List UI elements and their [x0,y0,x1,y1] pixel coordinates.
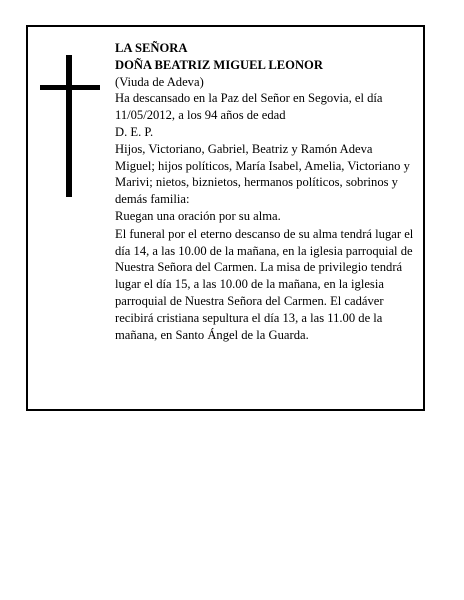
prayer-request: Ruegan una oración por su alma. [115,208,281,223]
cross-icon [40,55,100,195]
cross-horizontal-beam [40,85,100,90]
notice-text-block [115,40,415,343]
notice-title: LA SEÑORA [115,41,188,55]
obituary-notice [26,25,425,411]
death-statement: Ha descansado en la Paz del Señor en Segovia, el día 11/05/2012, a los 94 años de edad [115,91,383,123]
widow-of: (Viuda de Adeva) [115,74,204,89]
cross-vertical-beam [66,55,72,197]
dep-text: D. E. P. [115,124,154,139]
family-list: Hijos, Victoriano, Gabriel, Beatriz y Ramón Adeva Miguel; hijos políticos, María Isabel, Amelia, Victoriano y Marivi; nietos, biznietos, hermanos políticos, sobrinos y demás familia: [115,141,410,207]
deceased-name: DOÑA BEATRIZ MIGUEL LEONOR [115,57,323,72]
funeral-details: El funeral por el eterno descanso de su alma tendrá lugar el día 14, a las 10.00 de la mañana, en la iglesia parroquial de Nuestra Señora del Carmen. La misa de privilegio tendrá lugar el día 15, a las 10.00 de la mañana, en la iglesia parroquial de Nuestra Señora del Carmen. El cadáver recibirá cristiana sepultura el día 13, a las 11.00 de la mañana, en Santo Ángel de la Guarda. [115,226,414,342]
